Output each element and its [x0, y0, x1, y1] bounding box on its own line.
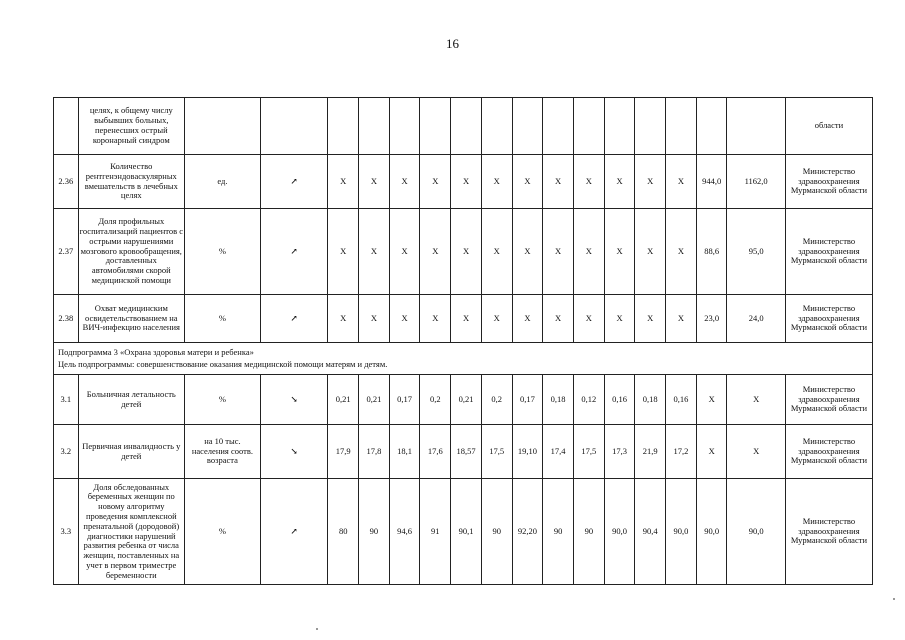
value-cell: Х: [573, 209, 604, 295]
value-cell: Х: [359, 155, 390, 209]
value-cell: 0,21: [328, 375, 359, 425]
responsible-cell: Министерство здравоохранения Мурманской области: [785, 425, 872, 479]
value-cell: 90,4: [635, 479, 666, 585]
row-number: 2.38: [54, 295, 79, 343]
value-cell: [359, 98, 390, 155]
trend-cell: ↗: [260, 209, 328, 295]
unit-cell: [185, 98, 261, 155]
table-row: [54, 295, 873, 343]
row-number: 2.36: [54, 155, 79, 209]
value-cell: [389, 98, 420, 155]
value-cell: 90,0: [604, 479, 635, 585]
value-cell: 0,12: [573, 375, 604, 425]
value-cell: Х: [696, 425, 727, 479]
scan-speck: [316, 628, 318, 630]
value-cell: 90: [481, 479, 512, 585]
trend-cell: ↘: [260, 425, 328, 479]
value-cell: 0,2: [420, 375, 451, 425]
value-cell: 17,8: [359, 425, 390, 479]
responsible-cell: области: [785, 98, 872, 155]
table-row: [54, 155, 873, 209]
value-cell: Х: [573, 155, 604, 209]
value-cell: Х: [451, 295, 482, 343]
value-cell: [696, 98, 727, 155]
value-cell: 17,9: [328, 425, 359, 479]
value-cell: Х: [359, 295, 390, 343]
row-number: 2.37: [54, 209, 79, 295]
value-cell: Х: [573, 295, 604, 343]
value-cell: Х: [512, 295, 543, 343]
trend-cell: ↘: [260, 375, 328, 425]
value-cell: Х: [389, 155, 420, 209]
value-cell: 90: [359, 479, 390, 585]
value-cell: 0,2: [481, 375, 512, 425]
row-number: 3.2: [54, 425, 79, 479]
indicator-name: Больничная летальность детей: [78, 375, 184, 425]
value-cell: 0,17: [389, 375, 420, 425]
responsible-cell: Министерство здравоохранения Мурманской области: [785, 479, 872, 585]
value-cell: [727, 98, 785, 155]
value-cell: 17,3: [604, 425, 635, 479]
value-cell: [420, 98, 451, 155]
table-row: [54, 209, 873, 295]
value-cell: 1162,0: [727, 155, 785, 209]
value-cell: Х: [389, 295, 420, 343]
value-cell: 24,0: [727, 295, 785, 343]
value-cell: Х: [451, 209, 482, 295]
indicator-name: целях, к общему числу выбывших больных, перенесших острый коронарный синдром: [78, 98, 184, 155]
value-cell: 21,9: [635, 425, 666, 479]
value-cell: 94,6: [389, 479, 420, 585]
value-cell: [543, 98, 574, 155]
value-cell: Х: [451, 155, 482, 209]
table-row: [54, 425, 873, 479]
value-cell: Х: [481, 295, 512, 343]
table-row: [54, 479, 873, 585]
value-cell: 17,4: [543, 425, 574, 479]
value-cell: 90,0: [727, 479, 785, 585]
table-row: [54, 375, 873, 425]
value-cell: 0,16: [666, 375, 697, 425]
value-cell: 0,16: [604, 375, 635, 425]
value-cell: 0,18: [635, 375, 666, 425]
value-cell: 17,5: [481, 425, 512, 479]
unit-cell: %: [185, 295, 261, 343]
row-number: 3.3: [54, 479, 79, 585]
value-cell: 95,0: [727, 209, 785, 295]
value-cell: Х: [420, 155, 451, 209]
value-cell: Х: [481, 209, 512, 295]
value-cell: 23,0: [696, 295, 727, 343]
value-cell: Х: [727, 425, 785, 479]
value-cell: Х: [666, 295, 697, 343]
value-cell: Х: [696, 375, 727, 425]
value-cell: 17,6: [420, 425, 451, 479]
subprogram-header: [54, 343, 873, 375]
responsible-cell: Министерство здравоохранения Мурманской области: [785, 295, 872, 343]
indicator-name: Доля профильных госпитализаций пациентов с острыми нарушениями мозгового кровообращения, доставленных автомобилями скорой медицинской помощи: [78, 209, 184, 295]
unit-cell: %: [185, 479, 261, 585]
value-cell: Х: [512, 209, 543, 295]
responsible-cell: Министерство здравоохранения Мурманской области: [785, 375, 872, 425]
value-cell: 18,1: [389, 425, 420, 479]
value-cell: Х: [543, 295, 574, 343]
page-number: 16: [446, 36, 459, 51]
value-cell: Х: [727, 375, 785, 425]
value-cell: 19,10: [512, 425, 543, 479]
value-cell: 17,2: [666, 425, 697, 479]
scan-speck: [893, 598, 895, 600]
indicator-name: Доля обследованных беременных женщин по новому алгоритму проведения комплексной пренатальной (дородовой) диагностики нарушений развития ребенка от числа женщин, поставленных на учет в первом триместре беременности: [78, 479, 184, 585]
value-cell: 90,0: [666, 479, 697, 585]
value-cell: Х: [666, 209, 697, 295]
value-cell: Х: [420, 295, 451, 343]
subprogram-goal: Цель подпрограммы: совершенствование оказания медицинской помощи матерям и детям.: [58, 358, 388, 369]
unit-cell: на 10 тыс. населения соотв. возраста: [185, 425, 261, 479]
value-cell: 91: [420, 479, 451, 585]
value-cell: Х: [328, 155, 359, 209]
responsible-cell: Министерство здравоохранения Мурманской области: [785, 209, 872, 295]
trend-cell: ↗: [260, 155, 328, 209]
value-cell: 0,17: [512, 375, 543, 425]
value-cell: Х: [604, 209, 635, 295]
indicator-name: Охват медицинским освидетельствованием на ВИЧ-инфекцию населения: [78, 295, 184, 343]
value-cell: Х: [481, 155, 512, 209]
section-header-row: [54, 343, 873, 375]
value-cell: Х: [635, 155, 666, 209]
indicator-name: Количество рентгенэндоваскулярных вмешательств в лечебных целях: [78, 155, 184, 209]
unit-cell: ед.: [185, 155, 261, 209]
trend-cell: [260, 98, 328, 155]
value-cell: Х: [359, 209, 390, 295]
table-body: [54, 98, 873, 585]
value-cell: [573, 98, 604, 155]
indicators-table: [53, 97, 873, 585]
value-cell: 17,5: [573, 425, 604, 479]
unit-cell: %: [185, 375, 261, 425]
responsible-cell: Министерство здравоохранения Мурманской области: [785, 155, 872, 209]
value-cell: Х: [328, 209, 359, 295]
value-cell: Х: [543, 155, 574, 209]
value-cell: [451, 98, 482, 155]
value-cell: Х: [543, 209, 574, 295]
value-cell: [604, 98, 635, 155]
value-cell: Х: [512, 155, 543, 209]
trend-cell: ↗: [260, 295, 328, 343]
value-cell: 92,20: [512, 479, 543, 585]
value-cell: 80: [328, 479, 359, 585]
value-cell: 88,6: [696, 209, 727, 295]
value-cell: 90: [543, 479, 574, 585]
value-cell: 944,0: [696, 155, 727, 209]
value-cell: [666, 98, 697, 155]
value-cell: 90: [573, 479, 604, 585]
value-cell: 90,0: [696, 479, 727, 585]
subprogram-title: Подпрограмма 3 «Охрана здоровья матери и ребенка»: [58, 347, 254, 358]
value-cell: Х: [328, 295, 359, 343]
value-cell: [512, 98, 543, 155]
value-cell: 18,57: [451, 425, 482, 479]
value-cell: Х: [635, 209, 666, 295]
row-number: [54, 98, 79, 155]
value-cell: Х: [389, 209, 420, 295]
value-cell: Х: [666, 155, 697, 209]
value-cell: [635, 98, 666, 155]
value-cell: Х: [635, 295, 666, 343]
unit-cell: %: [185, 209, 261, 295]
indicator-name: Первичная инвалидность у детей: [78, 425, 184, 479]
value-cell: Х: [604, 295, 635, 343]
value-cell: Х: [604, 155, 635, 209]
value-cell: 0,21: [451, 375, 482, 425]
row-number: 3.1: [54, 375, 79, 425]
table-row: [54, 98, 873, 155]
value-cell: [481, 98, 512, 155]
value-cell: Х: [420, 209, 451, 295]
value-cell: 90,1: [451, 479, 482, 585]
value-cell: 0,18: [543, 375, 574, 425]
value-cell: [328, 98, 359, 155]
value-cell: 0,21: [359, 375, 390, 425]
trend-cell: ↗: [260, 479, 328, 585]
